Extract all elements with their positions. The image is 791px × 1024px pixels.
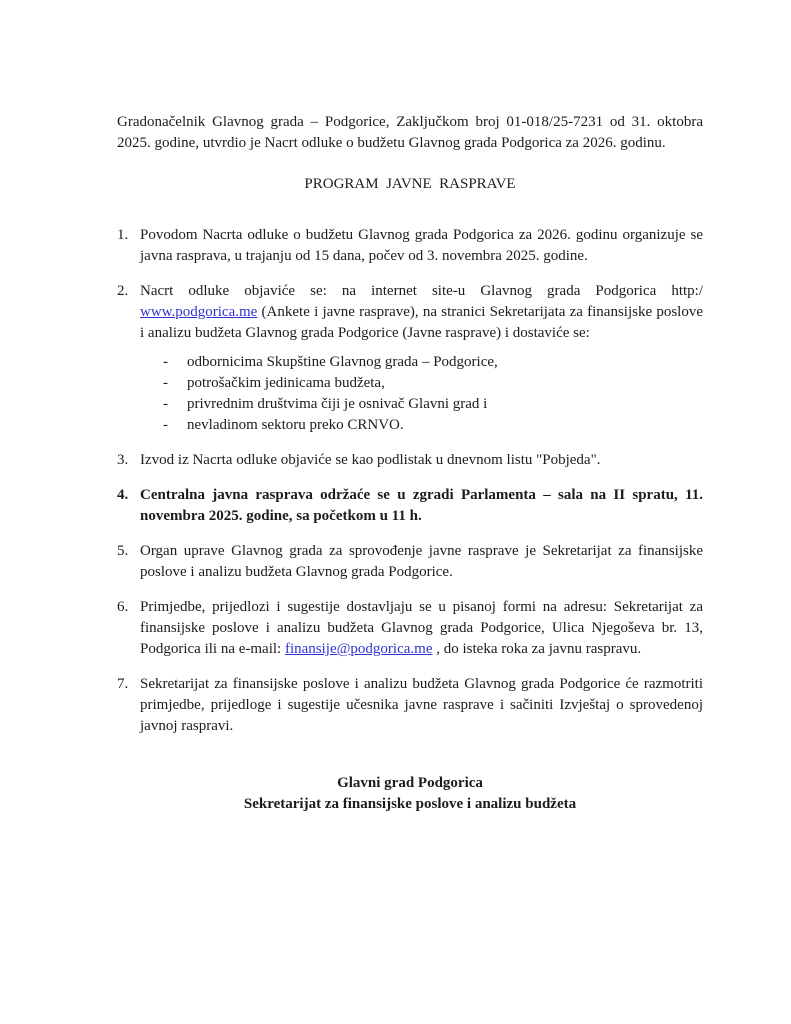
signature-department: Sekretarijat za finansijske poslove i analizu budžeta bbox=[243, 796, 577, 812]
dash-bullet: - bbox=[163, 396, 168, 412]
text-segment: (Ankete i javne rasprave), na stranici Sekretarijata za finansijske poslove i analizu budžeta Glavnog grada Podgorice (Javne rasprave) i dostaviće se: bbox=[140, 304, 704, 341]
sublist-item-text: odbornicima Skupštine Glavnog grada – Podgorice, bbox=[187, 354, 498, 370]
email-link[interactable]: finansije@podgorica.me bbox=[284, 641, 433, 657]
sublist-item bbox=[140, 373, 703, 394]
podgorica-website-link[interactable]: www.podgorica.me bbox=[140, 304, 258, 320]
signature-block bbox=[117, 773, 703, 815]
intro-paragraph: Gradonačelnik Glavnog grada – Podgorice, Zaključkom broj 01-018/25-7231 od 31. oktobra 2025. godine, utvrdio je Nacrt odluke o budžetu Glavnog grada Podgorica za 2026. godinu. bbox=[117, 114, 703, 151]
dash-bullet: - bbox=[163, 417, 168, 433]
list-item-2 bbox=[117, 281, 703, 436]
list-item-number: 7. bbox=[117, 676, 129, 692]
list-item-body bbox=[140, 281, 703, 436]
document-title: PROGRAM JAVNE RASPRAVE bbox=[304, 176, 516, 192]
list-item-number: 4. bbox=[117, 487, 129, 503]
list-item-3 bbox=[117, 450, 703, 471]
list-item-body bbox=[140, 597, 703, 660]
sublist-item-text: privrednim društvima čiji je osnivač Glavni grad i bbox=[187, 396, 488, 412]
sublist-item bbox=[140, 394, 703, 415]
distribution-sublist bbox=[140, 352, 703, 436]
list-item-number: 6. bbox=[117, 599, 129, 615]
list-item-4 bbox=[117, 485, 703, 527]
list-item-text: Povodom Nacrta odluke o budžetu Glavnog grada Podgorica za 2026. godinu organizuje se javna rasprava, u trajanju od 15 dana, počev od 3. novembra 2025. godine. bbox=[140, 227, 703, 264]
numbered-list bbox=[117, 225, 703, 737]
text-segment: , do isteka roka za javnu raspravu. bbox=[436, 641, 642, 657]
sublist-item bbox=[140, 352, 703, 373]
list-item-text: Sekretarijat za finansijske poslove i analizu budžeta Glavnog grada Podgorice će razmotriti primjedbe, prijedloge i sugestije učesnika javne rasprave i sačiniti Izvještaj o sprovedenoj javnoj raspravi. bbox=[140, 676, 703, 734]
text-segment: Primjedbe, prijedlozi i sugestije dostavljaju se u pisanoj formi na adresu: Sekretarijat za finansijske poslove i analizu budžeta Glavnog grada Podgorice, Ulica Njegoševa br. 13, Podgorica ili na e-mail: bbox=[140, 599, 703, 657]
sublist-item-text: potrošačkim jedinicama budžeta, bbox=[187, 375, 385, 391]
sublist-item bbox=[140, 415, 703, 436]
list-item-number: 2. bbox=[117, 283, 129, 299]
list-item-1 bbox=[117, 225, 703, 267]
list-item-text: Centralna javna rasprava održaće se u zgradi Parlamenta – sala na II spratu, 11. novembra 2025. godine, sa početkom u 11 h. bbox=[140, 487, 703, 524]
dash-bullet: - bbox=[163, 375, 168, 391]
signature-org-name: Glavni grad Podgorica bbox=[337, 775, 483, 791]
list-item-text: Organ uprave Glavnog grada za sprovođenje javne rasprave je Sekretarijat za finansijske poslove i analizu budžeta Glavnog grada Podgorice. bbox=[140, 543, 703, 580]
list-item-number: 1. bbox=[117, 227, 129, 243]
list-item-7 bbox=[117, 674, 703, 737]
dash-bullet: - bbox=[163, 354, 168, 370]
list-item-text: Izvod iz Nacrta odluke objaviće se kao podlistak u dnevnom listu "Pobjeda". bbox=[140, 452, 601, 468]
list-item-5 bbox=[117, 541, 703, 583]
list-item-number: 3. bbox=[117, 452, 129, 468]
list-item-6 bbox=[117, 597, 703, 660]
list-item-number: 5. bbox=[117, 543, 129, 559]
sublist-item-text: nevladinom sektoru preko CRNVO. bbox=[187, 417, 404, 433]
text-segment: Nacrt odluke objaviće se: na internet site-u Glavnog grada Podgorica http:/ bbox=[140, 283, 703, 299]
